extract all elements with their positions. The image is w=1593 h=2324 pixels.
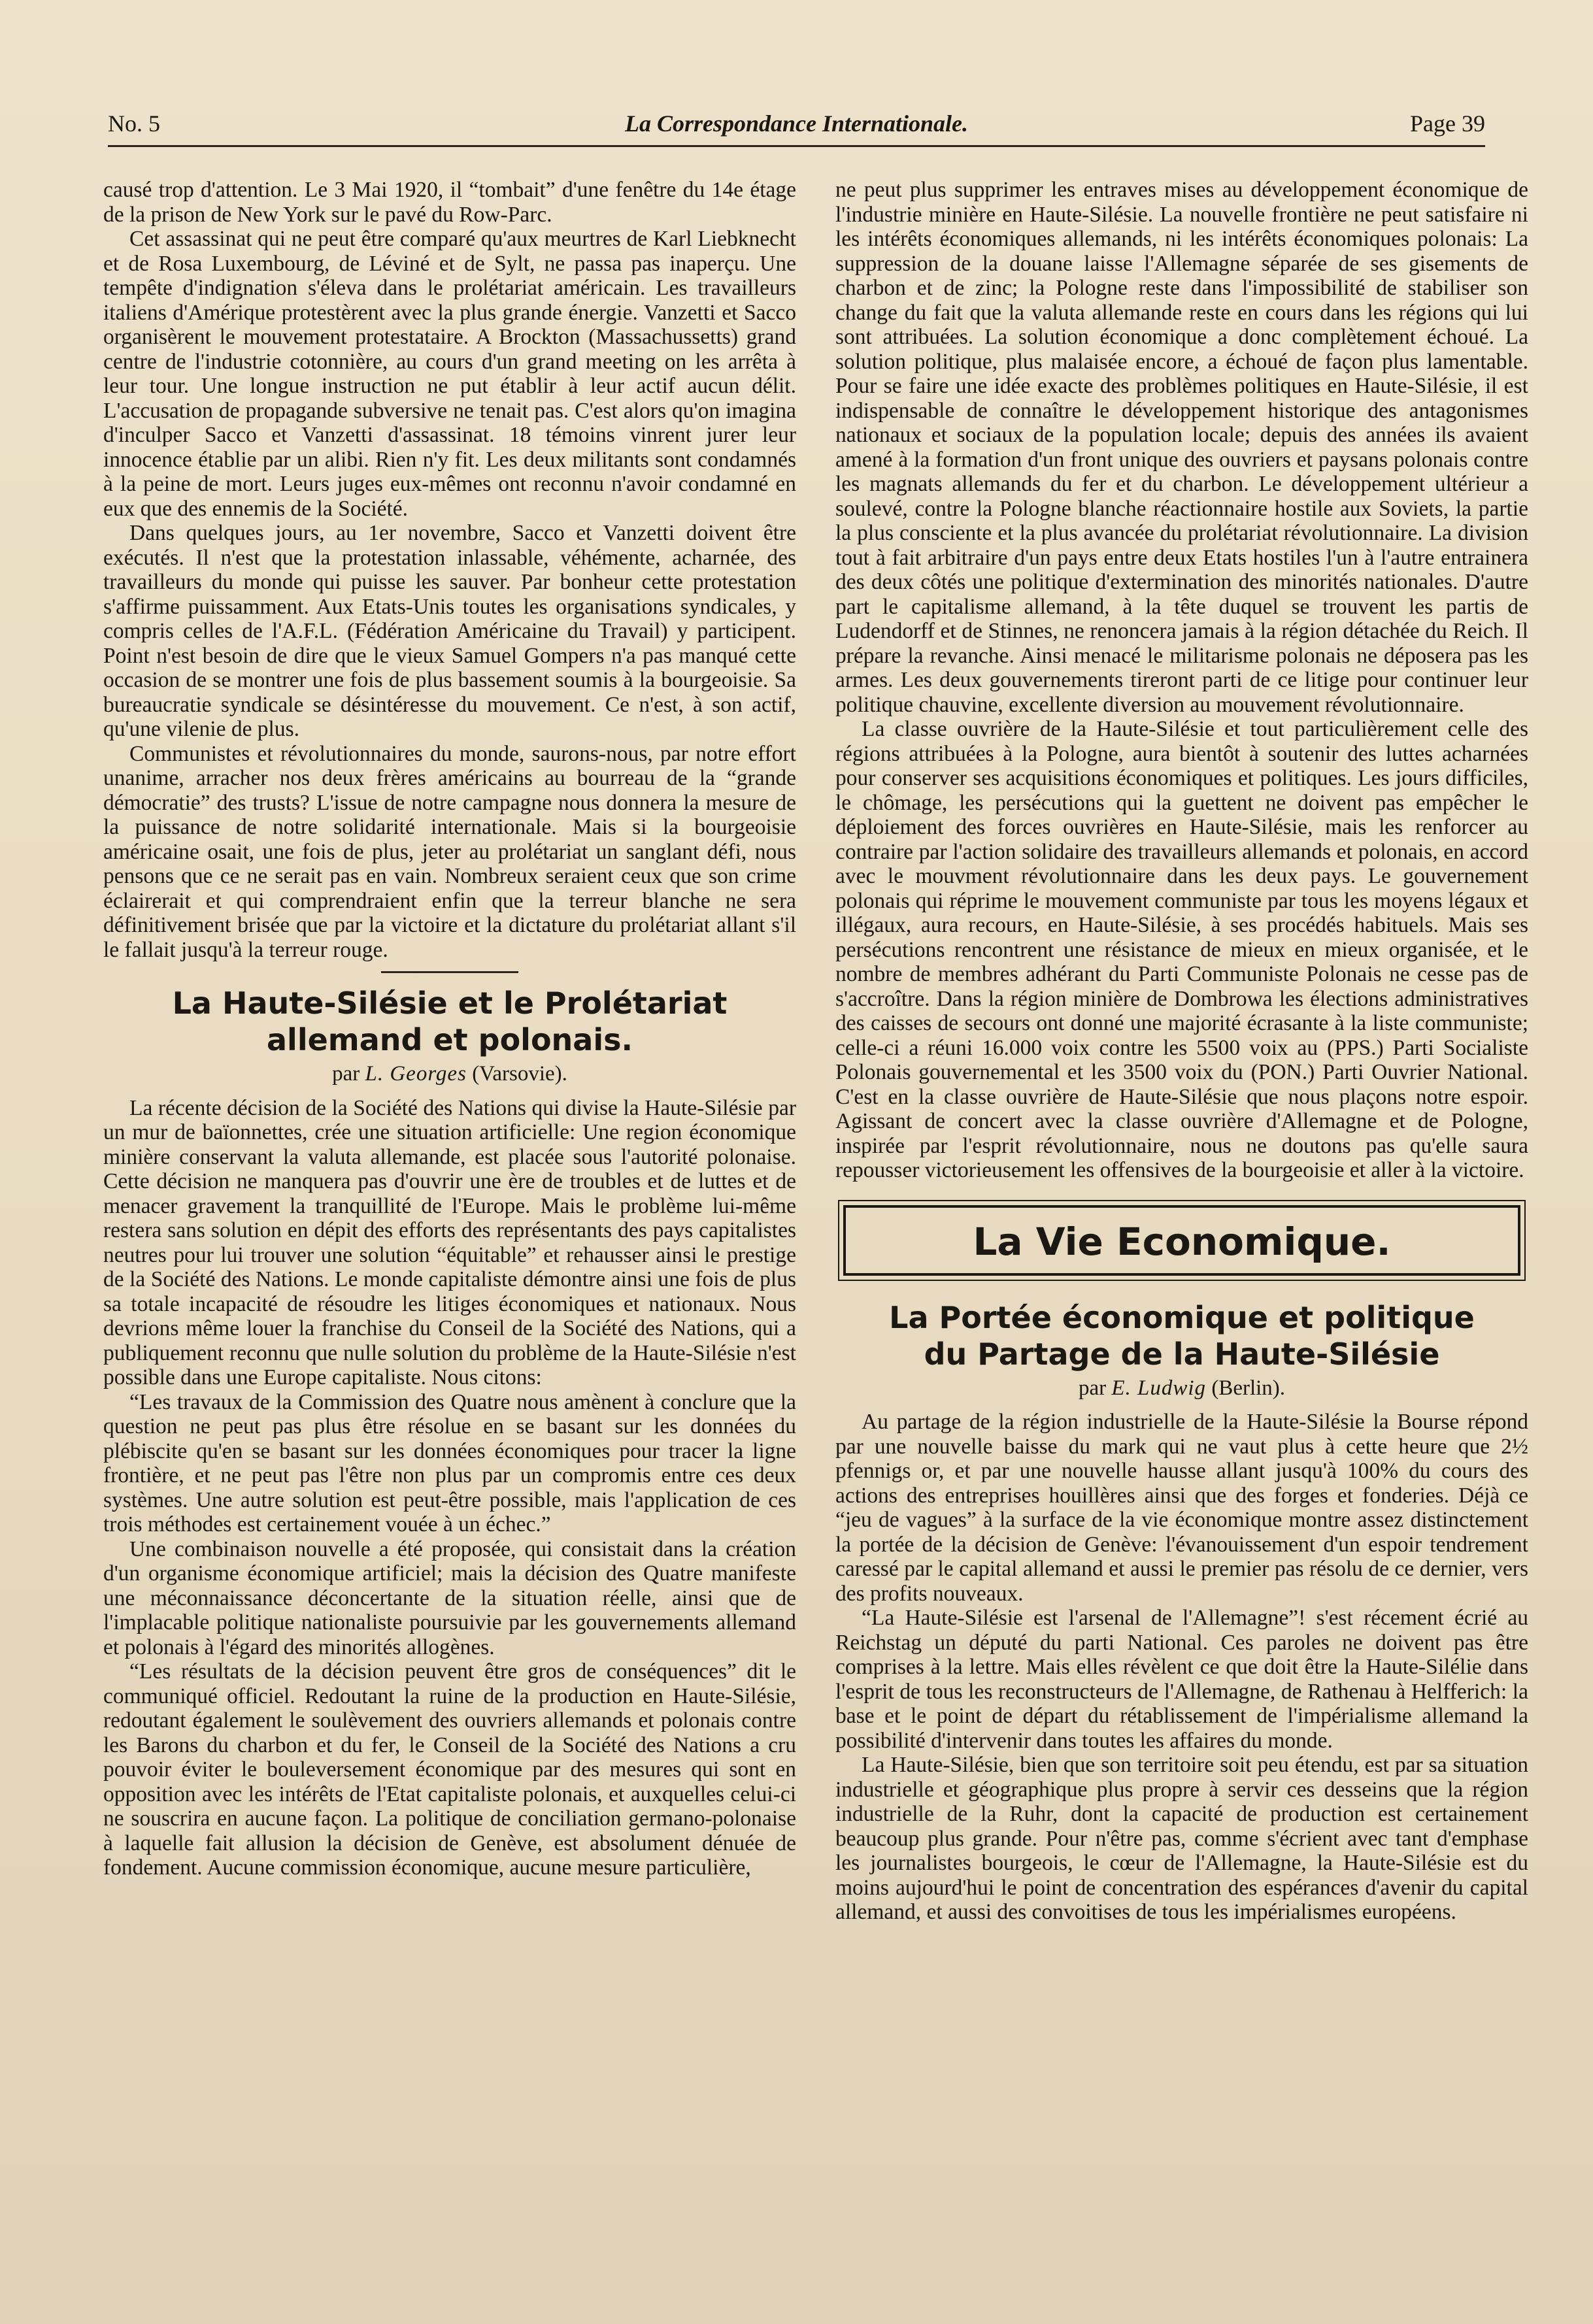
paragraph: Une combinaison nouvelle a été proposée, qui consistait dans la création d'un organisme économique artificiel; mais la décision des Quatre manifeste une méconnaissance déconcertante de la situation réelle, ainsi que de l'implacable politique nationaliste poursuivie par les gouvernements allemand et polonais à l'égard des minorités allogènes. <box>103 1536 796 1659</box>
paragraph: Cet assassinat qui ne peut être comparé qu'aux meurtres de Karl Liebknecht et de Rosa Luxembourg, de Léviné et de Sylt, ne passa pas inaperçu. Une tempête d'indignation s'éleva dans le prolétariat américain. Les travailleurs italiens d'Amérique protestèrent avec la plus grande énergie. Vanzetti et Sacco organisèrent le mouvement protestataire. A Brockton (Massachussetts) grand centre de l'industrie cotonnière, au cours d'un grand meeting on les arrêta à leur tour. Une longue instruction ne put établir à leur actif aucun délit. L'accusation de propagande subversive ne tenait pas. C'est alors qu'on imagina d'inculper Sacco et Vanzetti d'assassinat. 18 témoins vinrent jurer leur innocence établie par un alibi. Rien n'y fit. Les deux militants sont condamnés à la peine de mort. Leurs juges eux-mêmes ont reconnu n'avoir condamné en eux que des ennemis de la Société. <box>103 227 796 521</box>
article-byline <box>103 1062 796 1087</box>
page-header <box>108 105 1485 147</box>
byline-author: E. Ludwig <box>1111 1376 1207 1400</box>
section-heading-box <box>843 1205 1520 1276</box>
issue-number: No. 5 <box>108 110 160 137</box>
paragraph: Dans quelques jours, au 1er novembre, Sacco et Vanzetti doivent être exécutés. Il n'est que la protestation inlassable, véhémente, acharnée, des travailleurs du monde qui puisse les sauver. Par bonheur cette protestation s'affirme puissamment. Aux Etats-Unis toutes les organisations syndicales, y compris celles de l'A.F.L. (Fédération Américaine du Travail) y participent. Point n'est besoin de dire que le vieux Samuel Gompers n'a pas manqué cette occasion de se montrer une fois de plus bassement soumis à la bourgeoisie. Sa bureaucratie syndicale se désintéresse du mouvement. Ce n'est, à son actif, qu'une vilenie de plus. <box>103 521 796 741</box>
article-title-haute-silesie <box>103 985 796 1058</box>
paragraph: “Les travaux de la Commission des Quatre nous amènent à conclure que la question ne peut pas plus être résolue en se basant sur les données du plébiscite qu'en se basant sur les données économiques pour tracer la ligne frontière, et ne peut pas l'être non plus par un compromis entre ces deux systèmes. Une autre solution est peut-être possible, mais l'application de ces trois méthodes est certainement vouée à un échec.” <box>103 1389 796 1536</box>
article-title-partage <box>835 1299 1528 1372</box>
article-title-line: La Haute-Silésie et le Prolétariat <box>172 986 728 1021</box>
page-number: Page 39 <box>1410 110 1485 137</box>
right-column <box>835 178 1528 1925</box>
article-title-line: allemand et polonais. <box>267 1022 633 1057</box>
publication-title: La Correspondance Internationale. <box>624 110 969 137</box>
paragraph: “La Haute-Silésie est l'arsenal de l'Allemagne”! s'est récement écrié au Reichstag un député du parti National. Ces paroles ne doivent pas être comprises à la lettre. Mais elles révèlent ce que doit être la Haute-Silélie dans l'esprit de tous les reconstructeurs de l'Allemagne, de Rathenau à Helfferich: la base et le point de départ du rétablissement de l'impérialisme allemand la possibilité d'intervenir dans toutes les affaires du monde. <box>835 1606 1528 1753</box>
article-title-line: du Partage de la Haute-Silésie <box>924 1336 1440 1372</box>
article-byline <box>835 1376 1528 1401</box>
paragraph: La récente décision de la Société des Nations qui divise la Haute-Silésie par un mur de baïonnettes, crée une situation artificielle: Une region économique minière conservant la valuta allemande, est placée sous l'autorité polonaise. Cette décision ne manquera pas d'ouvrir une ère de troubles et de luttes et de menacer gravement la tranquillité de l'Europe. Mais le problème lui-même restera sans solution en dépit des efforts des représentants des pays capitalistes neutres pour lui trouver une solution “équitable” et rehausser ainsi le prestige de la Société des Nations. Le monde capitaliste démontre ainsi une fois de plus sa totale incapacité de résoudre les litiges économiques et nationaux. Nous devrions même louer la franchise du Conseil de la Société des Nations, qui a publiquement reconnu que nulle solution du problème de la Haute-Silésie n'est possible dans une Europe capitaliste. Nous citons: <box>103 1095 796 1389</box>
paragraph: Au partage de la région industrielle de la Haute-Silésie la Bourse répond par une nouvelle baisse du mark qui ne vaut plus à cette heure que 2½ pfennigs or, et par une nouvelle hausse allant jusqu'à 100% du cours des actions des entreprises houillères ainsi que des forges et fonderies. Déjà ce “jeu de vagues” à la surface de la vie économique montre assez distinctement la portée de la décision de Genève: l'évanouissement d'un espoir tendrement caressé par le capital allemand et aussi le premier pas résolu de ce dernier, vers des profits nouveaux. <box>835 1410 1528 1606</box>
article-divider <box>381 971 518 973</box>
byline-prefix: par <box>1078 1376 1107 1400</box>
byline-prefix: par <box>332 1062 360 1086</box>
byline-author: L. Georges <box>365 1062 467 1086</box>
byline-place: (Varsovie). <box>472 1062 567 1086</box>
paragraph: La classe ouvrière de la Haute-Silésie et tout particulièrement celle des régions attribuées à la Pologne, aura bientôt à soutenir des luttes acharnées pour conserver ses acquisitions économiques et politiques. Les jours difficiles, le chômage, les persécutions qui la guettent ne doivent pas empêcher le déploiement des forces ouvrières en Haute-Silésie, mais les renforcer au contraire par l'action solidaire des travailleurs allemands et polonais, en accord avec le mouvment révolutionnaire dans les deux pays. Le gouvernement polonais qui réprime le mouvement communiste par tous les moyens légaux et illégaux, aura recours, en Haute-Silésie, à ses procédés habituels. Mais ses persécutions rencontrent une résistance de mieux en mieux organisée, et le nombre de membres adhérant du Parti Communiste Polonais ne cesse pas de s'accroître. Dans la région minière de Dombrowa les élections administratives des caisses de secours ont donné une majorité écrasante à la liste communiste; celle-ci a réuni 16.000 voix contre les 5500 voix au (PPS.) Parti Socialiste Polonais gouvernemental et les 3500 voix du (PON.) Parti Ouvrier National. C'est en la classe ouvrière de Haute-Silésie que nous plaçons notre espoir. Agissant de concert avec la classe ouvrière d'Allemagne et de Pologne, inspirée par l'esprit révolutionnaire, nous ne doutons pas qu'elle saura repousser victorieusement les offensives de la bourgeoisie et aller à la victoire. <box>835 717 1528 1182</box>
byline-place: (Berlin). <box>1211 1376 1286 1400</box>
paragraph: La Haute-Silésie, bien que son territoire soit peu étendu, est par sa situation industrielle et géographique plus propre à servir ces desseins que la région industrielle de la Ruhr, dont la capacité de production est certainement beaucoup plus grande. Pour n'être pas, comme s'écrient avec tant d'emphase les journalistes bourgeois, le cœur de l'Allemagne, la Haute-Silésie est du moins aujourd'hui le point de concentration des espérances d'avenir du capital allemand, et aussi des convoitises de tous les impérialismes européens. <box>835 1753 1528 1924</box>
article-title-line: La Portée économique et politique <box>889 1299 1475 1335</box>
left-column <box>103 178 796 1880</box>
paragraph: Communistes et révolutionnaires du monde, saurons-nous, par notre effort unanime, arracher nos deux frères américains au bourreau de la “grande démocratie” des trusts? L'issue de notre campagne nous donnera la mesure de la puissance de notre solidarité internationale. Mais si la bourgeoisie américaine osait, une fois de plus, jeter au prolétariat un sanglant défi, nous pensons que ce ne serait pas en vain. Nombreux seraient ceux que son crime éclairerait et qui comprendraient enfin que la terreur blanche ne sera définitivement brisée que par la victoire et la dictature du prolétariat allant s'il le fallait jusqu'à la terreur rouge. <box>103 741 796 962</box>
paragraph: causé trop d'attention. Le 3 Mai 1920, il “tombait” d'une fenêtre du 14e étage de la prison de New York sur le pavé du Row-Parc. <box>103 178 796 227</box>
section-heading: La Vie Economique. <box>973 1219 1391 1264</box>
paragraph: ne peut plus supprimer les entraves mises au développement économique de l'industrie minière en Haute-Silésie. La nouvelle frontière ne peut satisfaire ni les intérêts économiques allemands, ni les intérêts économiques polonais: La suppression de la douane laisse l'Allemagne séparée de ses gisements de charbon et de zinc; la Pologne reste dans l'impossibilité de stabiliser son change du fait que la valuta allemande reste en cours dans les régions qui lui sont attribuées. La solution économique a donc complètement échoué. La solution politique, plus malaisée encore, a échoué de façon plus lamentable. Pour se faire une idée exacte des problèmes politiques en Haute-Silésie, il est indispensable de connaître le développement historique des antagonismes nationaux et sociaux de la population locale; depuis des années ils avaient amené à la formation d'un front unique des ouvriers et paysans polonais contre les magnats allemands du fer et du charbon. Le développement ultérieur a soulevé, contre la Pologne blanche réactionnaire hostile aux Soviets, la partie la plus consciente et la plus avancée du prolétariat révolutionnaire. La division tout à fait arbitraire d'un pays entre deux Etats hostiles l'un à l'autre entrainera des deux côtés une politique d'extermination des minorités nationales. D'autre part le capitalisme allemand, à la tête duquel se trouvent les partis de Ludendorff et de Stinnes, ne renoncera jamais à la région détachée du Reich. Il prépare la revanche. Ainsi menacé le militarisme polonais ne déposera pas les armes. Les deux gouvernements tireront parti de ce litige pour continuer leur politique chauvine, excellente diversion au mouvement révolutionnaire. <box>835 178 1528 717</box>
paragraph: “Les résultats de la décision peuvent être gros de conséquences” dit le communiqué officiel. Redoutant la ruine de la production en Haute-Silésie, redoutant également le soulèvement des ouvriers allemands et polonais contre les Barons du charbon et du fer, le Conseil de la Société des Nations a cru pouvoir éviter le bouleversement économique par des mesures qui sont en opposition avec les intérêts de l'Etat capitaliste polonais, et auxquelles celui-ci ne souscrira en aucune façon. La politique de conciliation germano-polonaise à laquelle fait allusion la décision de Genève, est absolument dénuée de fondement. Aucune commission économique, aucune mesure particulière, <box>103 1659 796 1880</box>
